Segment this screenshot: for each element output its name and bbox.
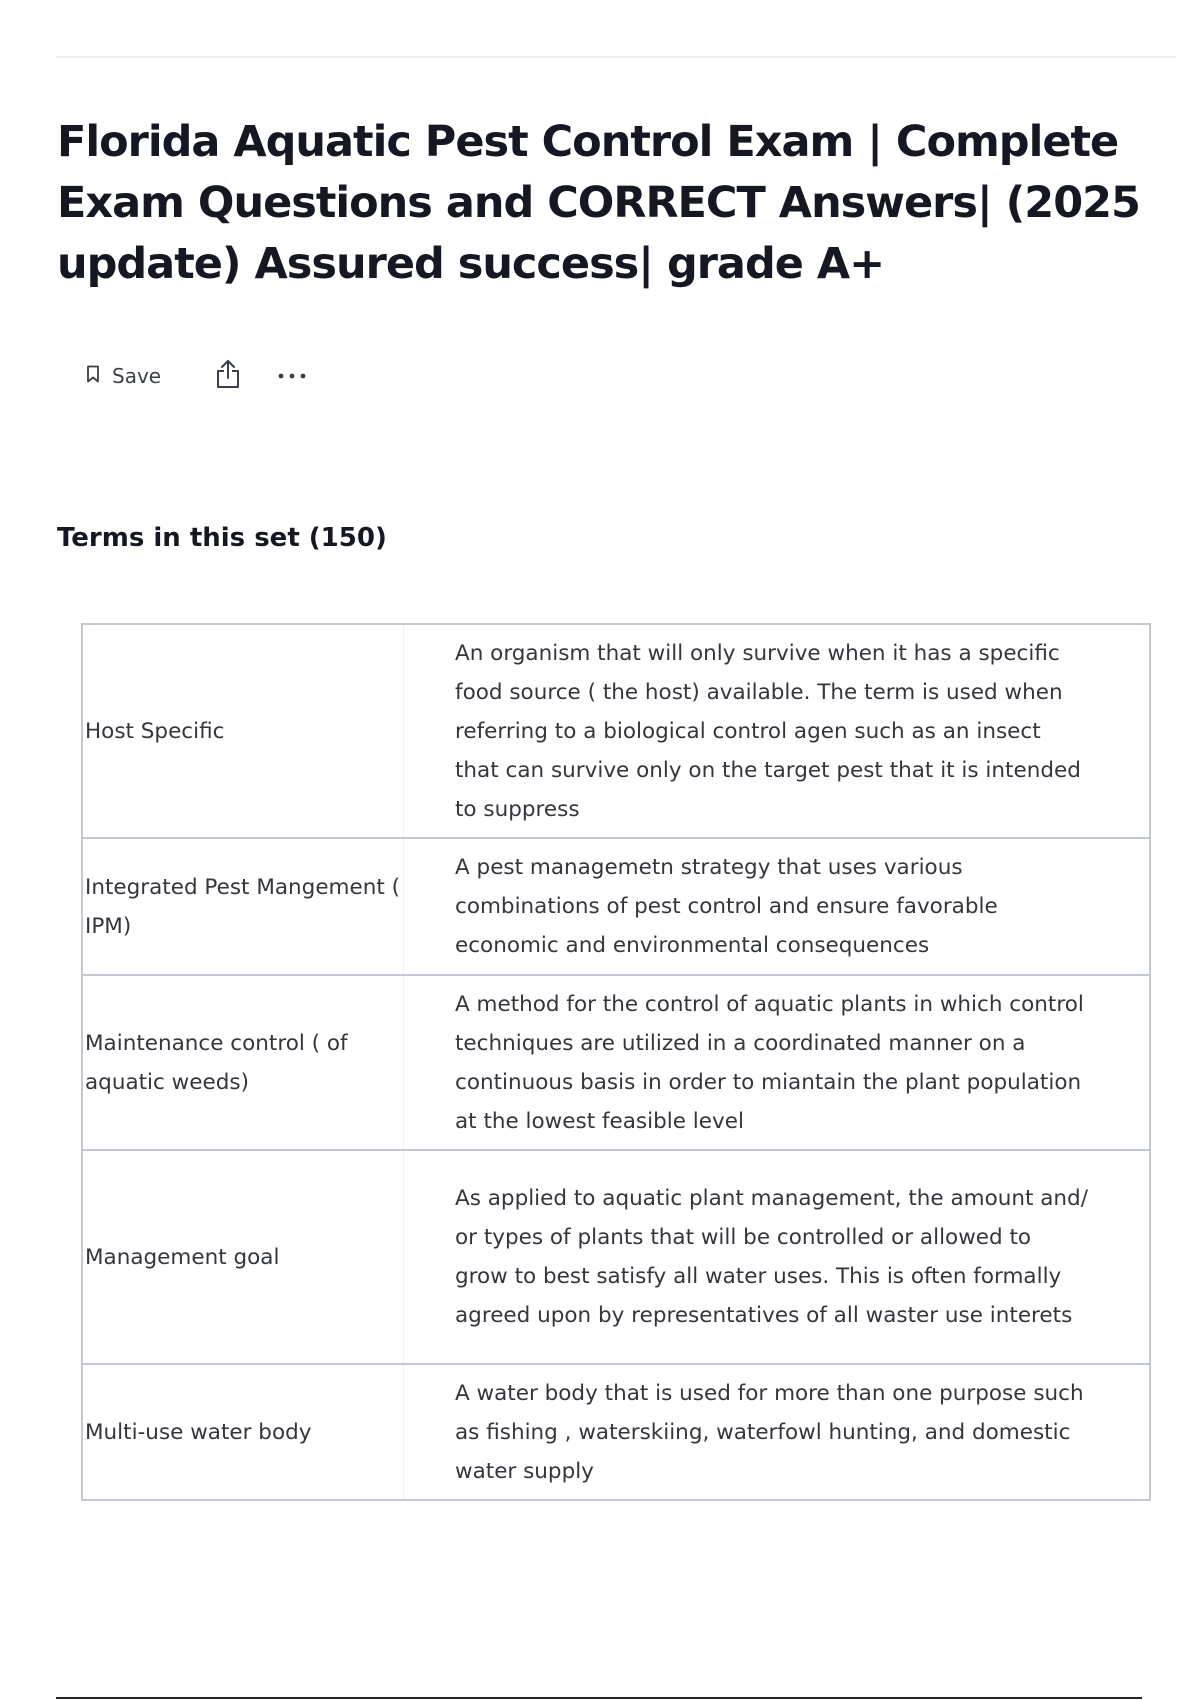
table-row [82, 1150, 1150, 1364]
save-label: Save [112, 364, 162, 388]
page-title: Florida Aquatic Pest Control Exam | Complete Exam Questions and CORRECT Answers| (2025 update) Assured success| grade A+ [57, 117, 1140, 289]
definition-cell: As applied to aquatic plant management, the amount and/ or types of plants that will be controlled or allowed to grow to best satisfy all water uses. This is often formally agreed upon by representatives of all waster use interets [404, 1150, 1151, 1364]
save-button[interactable] [86, 364, 161, 388]
top-divider [56, 56, 1176, 58]
action-bar [86, 358, 307, 394]
share-icon [215, 359, 241, 394]
more-options-button[interactable] [277, 367, 307, 385]
definition-cell: A water body that is used for more than one purpose such as fishing , waterskiing, waterfowl hunting, and domestic water supply [404, 1364, 1151, 1500]
terms-table [81, 623, 1151, 1501]
definition-cell: A pest managemetn strategy that uses various combinations of pest control and ensure favorable economic and environmental consequences [404, 838, 1151, 975]
term-cell: Host Specific [82, 624, 404, 838]
term-cell: Management goal [82, 1150, 404, 1364]
table-row [82, 1364, 1150, 1500]
more-horizontal-icon [277, 367, 307, 385]
definition-cell: An organism that will only survive when it has a specific food source ( the host) available. The term is used when referring to a biological control agen such as an insect that can survive only on the target pest that it is intended to suppress [404, 624, 1151, 838]
share-button[interactable] [215, 359, 241, 394]
term-cell: Maintenance control ( of aquatic weeds) [82, 975, 404, 1150]
table-row [82, 838, 1150, 975]
bookmark-icon [86, 364, 100, 388]
term-cell: Integrated Pest Mangement ( IPM) [82, 838, 404, 975]
terms-heading: Terms in this set (150) [57, 523, 387, 553]
bottom-divider [56, 1697, 1142, 1699]
term-cell: Multi-use water body [82, 1364, 404, 1500]
definition-cell: A method for the control of aquatic plants in which control techniques are utilized in a coordinated manner on a continuous basis in order to miantain the plant population at the lowest feasible level [404, 975, 1151, 1150]
table-row [82, 975, 1150, 1150]
table-row [82, 624, 1150, 838]
